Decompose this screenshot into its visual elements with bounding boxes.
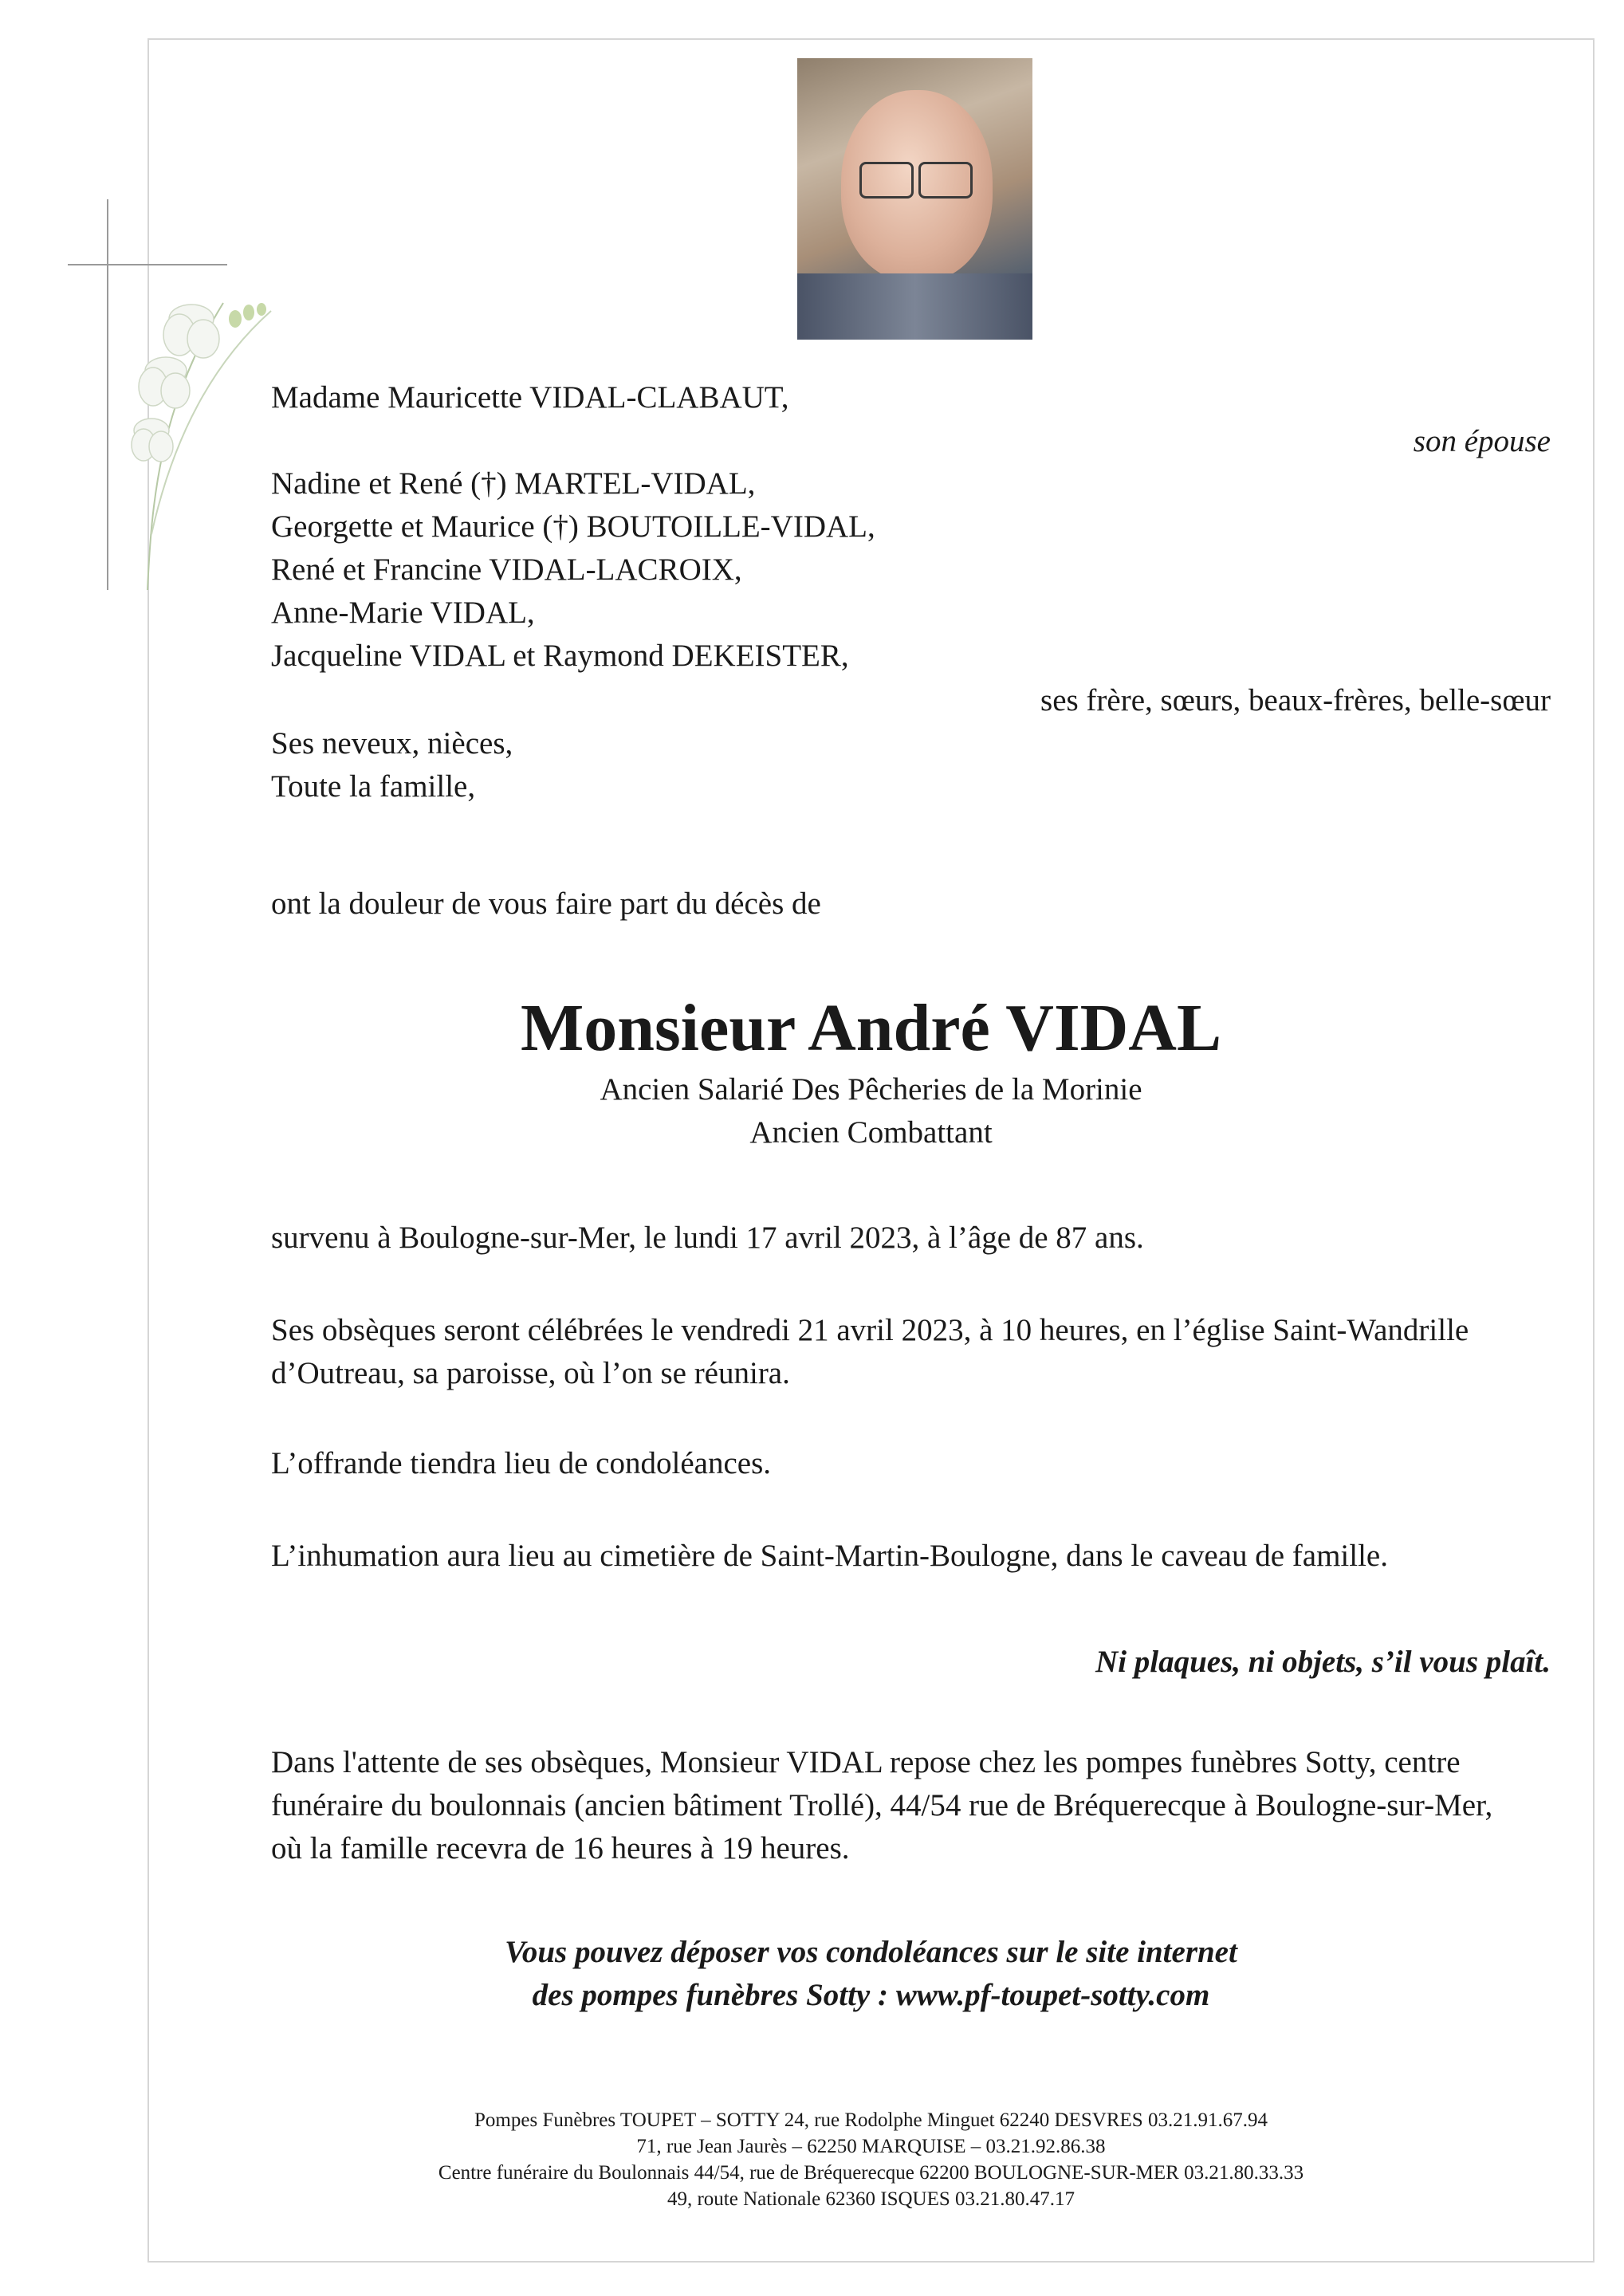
- family-line: Toute la famille,: [271, 769, 476, 804]
- sibling-line: Georgette et Maurice (†) BOUTOILLE-VIDAL,: [271, 509, 875, 544]
- condolences-line: Vous pouvez déposer vos condoléances sur le site internet: [505, 1935, 1237, 1969]
- offering-paragraph: L’offrande tiendra lieu de condoléances.: [271, 1446, 771, 1480]
- footer-address: Pompes Funèbres TOUPET – SOTTY 24, rue Rodolphe Minguet 62240 DESVRES 03.21.91.67.94: [474, 2109, 1268, 2131]
- rest-paragraph-line: Dans l'attente de ses obsèques, Monsieur VIDAL repose chez les pompes funèbres Sotty, centre: [271, 1745, 1461, 1779]
- footer-address: 71, rue Jean Jaurès – 62250 MARQUISE – 03.21.92.86.38: [636, 2136, 1106, 2157]
- deceased-title: Ancien Salarié Des Pêcheries de la Morinie: [600, 1072, 1142, 1107]
- sibling-line: Anne-Marie VIDAL,: [271, 596, 535, 630]
- wife-name: Madame Mauricette VIDAL-CLABAUT,: [271, 380, 789, 415]
- sibling-line: Jacqueline VIDAL et Raymond DEKEISTER,: [271, 639, 849, 673]
- sibling-line: Nadine et René (†) MARTEL-VIDAL,: [271, 466, 756, 501]
- burial-paragraph: L’inhumation aura lieu au cimetière de Saint-Martin-Boulogne, dans le caveau de famille.: [271, 1539, 1388, 1573]
- family-line: Ses neveux, nièces,: [271, 726, 513, 761]
- siblings-relation: ses frère, sœurs, beaux-frères, belle-sœur: [1040, 683, 1551, 718]
- footer-address: Centre funéraire du Boulonnais 44/54, rue de Bréquerecque 62200 BOULOGNE-SUR-MER 03.21.80.33.33: [438, 2162, 1304, 2184]
- deceased-title: Ancien Combattant: [749, 1115, 993, 1150]
- funeral-paragraph-line: Ses obsèques seront célébrées le vendredi 21 avril 2023, à 10 heures, en l’église Saint-Wandrille: [271, 1313, 1469, 1347]
- deceased-portrait: [797, 58, 1032, 340]
- rest-paragraph-line: où la famille recevra de 16 heures à 19 heures.: [271, 1831, 850, 1866]
- sibling-line: René et Francine VIDAL-LACROIX,: [271, 552, 742, 587]
- footer-address: 49, route Nationale 62360 ISQUES 03.21.80.47.17: [667, 2188, 1075, 2210]
- funeral-paragraph-line: d’Outreau, sa paroisse, où l’on se réunira.: [271, 1356, 790, 1390]
- deceased-name: Monsieur André VIDAL: [520, 991, 1221, 1065]
- announcement-text: ont la douleur de vous faire part du décès de: [271, 887, 821, 921]
- cross-orchid-icon: [64, 199, 303, 598]
- rest-paragraph-line: funéraire du boulonnais (ancien bâtiment Trollé), 44/54 rue de Bréquerecque à Boulogne-sur-Mer,: [271, 1788, 1493, 1822]
- no-flowers-notice: Ni plaques, ni objets, s’il vous plaît.: [1095, 1645, 1551, 1679]
- death-paragraph: survenu à Boulogne-sur-Mer, le lundi 17 avril 2023, à l’âge de 87 ans.: [271, 1221, 1144, 1255]
- wife-relation: son épouse: [1413, 424, 1551, 458]
- condolences-line: des pompes funèbres Sotty : www.pf-toupet-sotty.com: [532, 1978, 1210, 2012]
